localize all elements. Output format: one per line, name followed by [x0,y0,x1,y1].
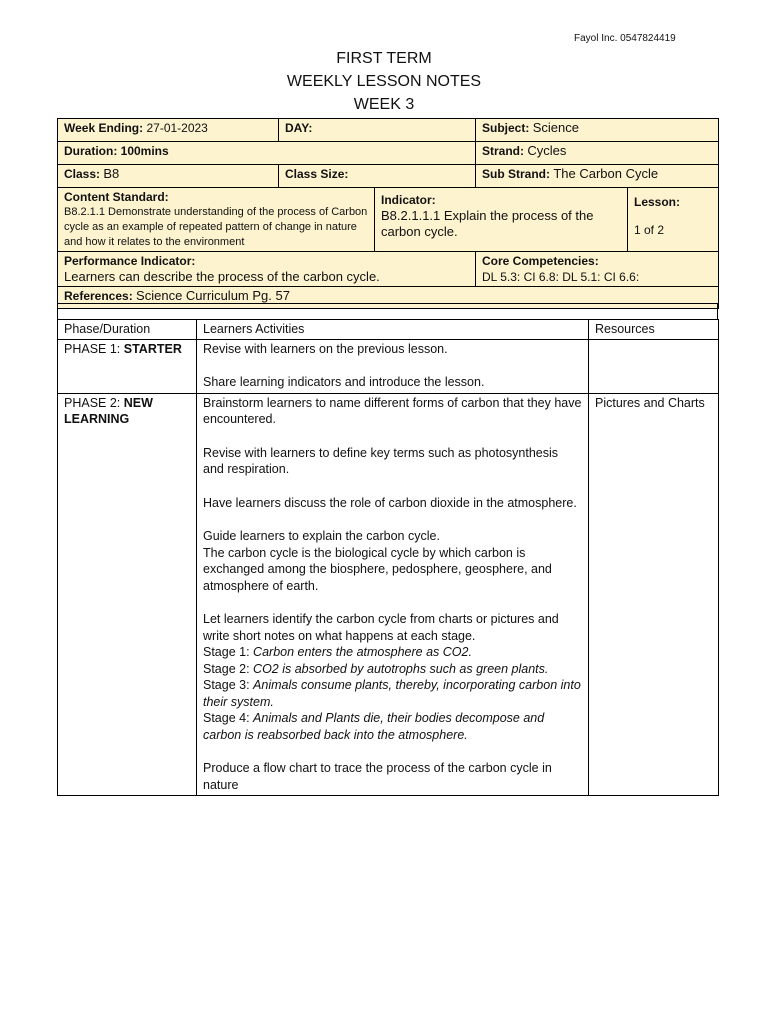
term-title: FIRST TERM [336,50,432,67]
sub-strand-cell: Sub Strand: The Carbon Cycle [476,165,719,188]
performance-indicator-text: Learners can describe the process of the carbon cycle. [64,269,380,284]
table-row [58,393,719,796]
stage-item: Stage 3: Animals consume plants, thereby, incorporating carbon into their system. [203,678,581,709]
phase-2-resources: Pictures and Charts [589,393,719,796]
content-standard-cell: Content Standard: B8.2.1.1 Demonstrate understanding of the process of Carbon cycle as an example of repeated pattern of change in nature and how it relates to the environment [58,188,375,252]
indicator-text: B8.2.1.1.1 Explain the process of the carbon cycle. [381,208,594,239]
publisher-contact: Fayol Inc. 0547824419 [574,33,676,44]
subject-value: Science [532,120,579,135]
strand-value: Cycles [527,143,567,158]
core-competencies-text: DL 5.3: CI 6.8: DL 5.1: CI 6.6: [482,270,640,284]
stage-item: Stage 2: CO2 is absorbed by autotrophs such as green plants. [203,661,549,676]
class-cell: Class: B8 [58,165,279,188]
document-title-block [0,47,768,116]
sub-strand-value: The Carbon Cycle [553,166,659,181]
lesson-cell: Lesson: 1 of 2 [628,188,719,252]
day-cell: DAY: [279,119,476,142]
lesson-value: 1 of 2 [634,223,665,237]
week-ending-cell: Week Ending: 27-01-2023 [58,119,279,142]
phase-1-activities: Revise with learners on the previous lesson. Share learning indicators and introduce the lesson. [197,339,589,393]
lesson-header-table [57,118,719,309]
column-header-resources: Resources [589,320,719,340]
week-ending-value: 27-01-2023 [146,121,208,135]
carbon-cycle-stages: Let learners identify the carbon cycle from charts or pictures and write short notes on what happens at each stage. Stage 1: Carbon enters the atmosphere as CO2. Stage 2: CO2 is absorbed by autotrophs such as green plants. Stage 3: Animals consume plants, thereby, incorporating carbon into their system. Stage 4: Animals and Plants die, their bodies decompose and carbon is reabsorbed back into the atmosphere. [203,612,581,742]
class-size-cell: Class Size: [279,165,476,188]
subject-cell: Subject: Science [476,119,719,142]
lesson-activities-table [57,319,719,796]
stage-item: Stage 1: Carbon enters the atmosphere as CO2. [203,645,472,659]
phase-1-label: PHASE 1: STARTER [58,339,197,393]
duration-cell: Duration: 100mins [58,142,476,165]
stage-item: Stage 4: Animals and Plants die, their bodies decompose and carbon is reabsorbed back into the atmosphere. [203,711,545,742]
references-cell: References: Science Curriculum Pg. 57 [58,287,719,309]
spacer-row [57,303,718,320]
carbon-cycle-explanation: Guide learners to explain the carbon cycle. The carbon cycle is the biological cycle by which carbon is exchanged among the biosphere, pedosphere, geosphere, and atmosphere of earth. [203,529,552,593]
phase-2-label: PHASE 2: NEW LEARNING [58,393,197,796]
content-standard-text: B8.2.1.1 Demonstrate understanding of the process of Carbon cycle as an example of repeated pattern of change in nature and how it relates to the environment [64,206,368,248]
phase-1-resources [589,339,719,393]
phase-2-activities: Brainstorm learners to name different forms of carbon that they have encountered. Revise with learners to define key terms such as photosynthesis and respiration. Have learners discuss the role of carbon dioxide in the atmosphere. Guide learners to explain the carbon cycle. The carbon cycle is the biological cycle by which carbon is exchanged among the biosphere, pedosphere, geosphere, and atmosphere of earth. Let learners identify the carbon cycle from charts or pictures and write short notes on what happens at each stage. Stage 1: Carbon enters the atmosphere as CO2. Stage 2: CO2 is absorbed by autotrophs such as green plants. Stage 3: Animals consume plants, thereby, incorporating carbon into their system. Stage 4: Animals and Plants die, their bodies decompose and carbon is reabsorbed back into the atmosphere. Produce a flow chart to trace the process of the carbon cycle in nature [197,393,589,796]
column-header-phase: Phase/Duration [58,320,197,340]
column-header-activities: Learners Activities [197,320,589,340]
strand-cell: Strand: Cycles [476,142,719,165]
indicator-cell: Indicator: B8.2.1.1.1 Explain the process of the carbon cycle. [375,188,628,252]
core-competencies-cell: Core Competencies: DL 5.3: CI 6.8: DL 5.1: CI 6.6: [476,252,719,287]
performance-indicator-cell: Performance Indicator: Learners can describe the process of the carbon cycle. [58,252,476,287]
table-row [58,339,719,393]
class-value: B8 [103,166,120,181]
week-title: WEEK 3 [353,96,415,113]
notes-title: WEEKLY LESSON NOTES [286,73,482,90]
references-value: Science Curriculum Pg. 57 [136,288,290,303]
